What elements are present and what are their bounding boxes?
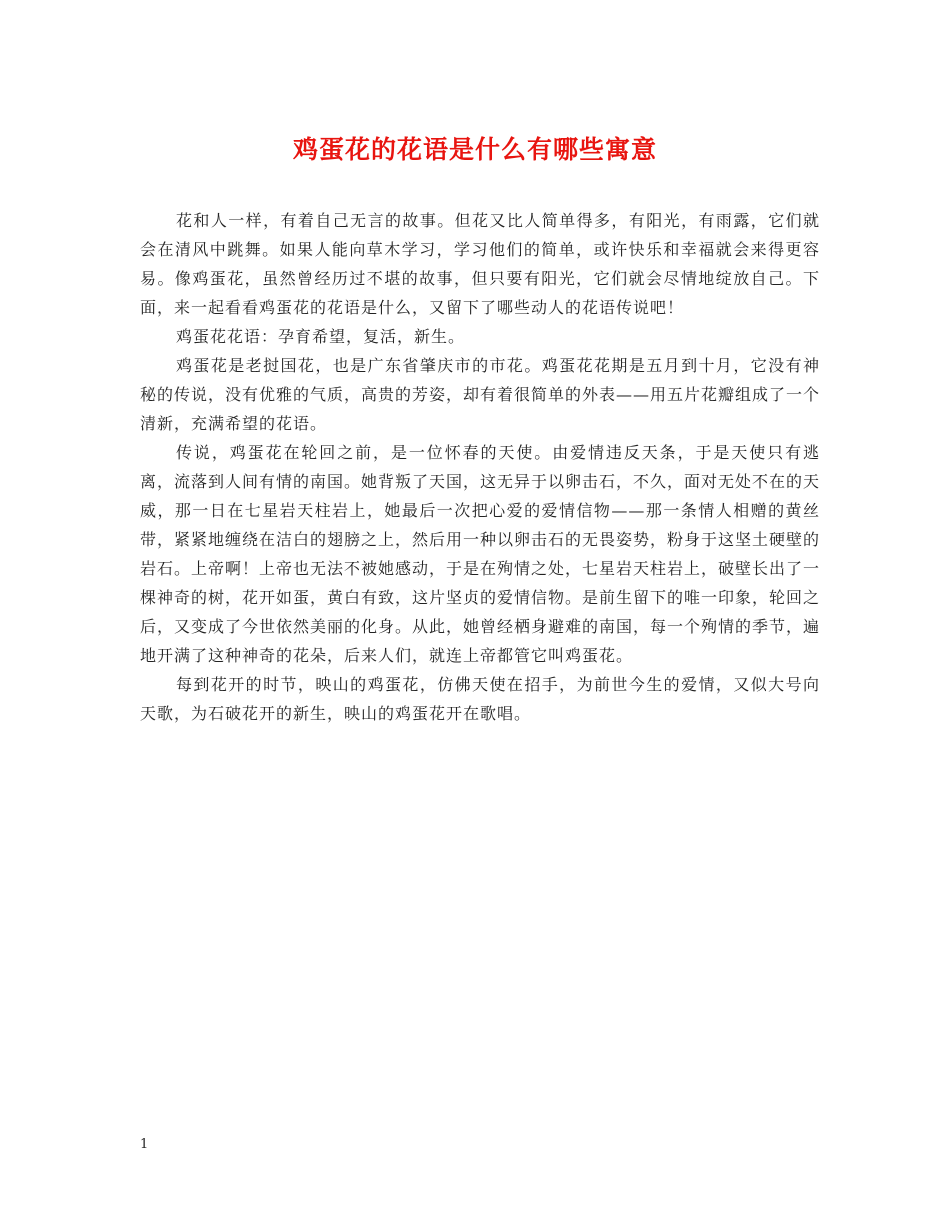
paragraph-flower-language: 鸡蛋花花语：孕育希望，复活，新生。	[176, 327, 466, 346]
page-number: 1	[140, 1137, 149, 1152]
paragraph-legend: 传说，鸡蛋花在轮回之前，是一位怀春的天使。由爱情违反天条，于是天使只有逃离，流落到人间有情的南国。她背叛了天国，这无异于以卵击石，不久，面对无处不在的天威，那一日在七星岩天柱岩上，她最后一次把心爱的爱情信物——那一条情人相赠的黄丝带，紧紧地缠绕在洁白的翅膀之上，然后用一种以卵击石的无畏姿势，粉身于这坚土硬壁的岩石。上帝啊！上帝也无法不被她感动，于是在殉情之处，七星岩天柱岩上，破壁长出了一棵神奇的树，花开如蛋，黄白有致，这片坚贞的爱情信物。是前生留下的唯一印象，轮回之后，又变成了今世依然美丽的化身。从此，她曾经栖身避难的南国，每一个殉情的季节，遍地开满了这种神奇的花朵，后来人们，就连上帝都管它叫鸡蛋花。	[140, 443, 821, 665]
paragraph-national-flower: 鸡蛋花是老挝国花，也是广东省肇庆市的市花。鸡蛋花花期是五月到十月，它没有神秘的传说，没有优雅的气质，高贵的芳姿，却有着很简单的外表——用五片花瓣组成了一个清新，充满希望的花语。	[140, 356, 821, 433]
paragraph-intro: 花和人一样，有着自己无言的故事。但花又比人简单得多，有阳光，有雨露，它们就会在清风中跳舞。如果人能向草木学习，学习他们的简单，或许快乐和幸福就会来得更容易。像鸡蛋花，虽然曾经历过不堪的故事，但只要有阳光，它们就会尽情地绽放自己。下面，来一起看看鸡蛋花的花语是什么，又留下了哪些动人的花语传说吧！	[140, 211, 820, 317]
document-title: 鸡蛋花的花语是什么有哪些寓意	[292, 135, 657, 164]
paragraph-closing: 每到花开的时节，映山的鸡蛋花，仿佛天使在招手，为前世今生的爱情，又似大号向天歌，为石破花开的新生，映山的鸡蛋花开在歌唱。	[140, 675, 820, 723]
document-body	[140, 206, 820, 728]
